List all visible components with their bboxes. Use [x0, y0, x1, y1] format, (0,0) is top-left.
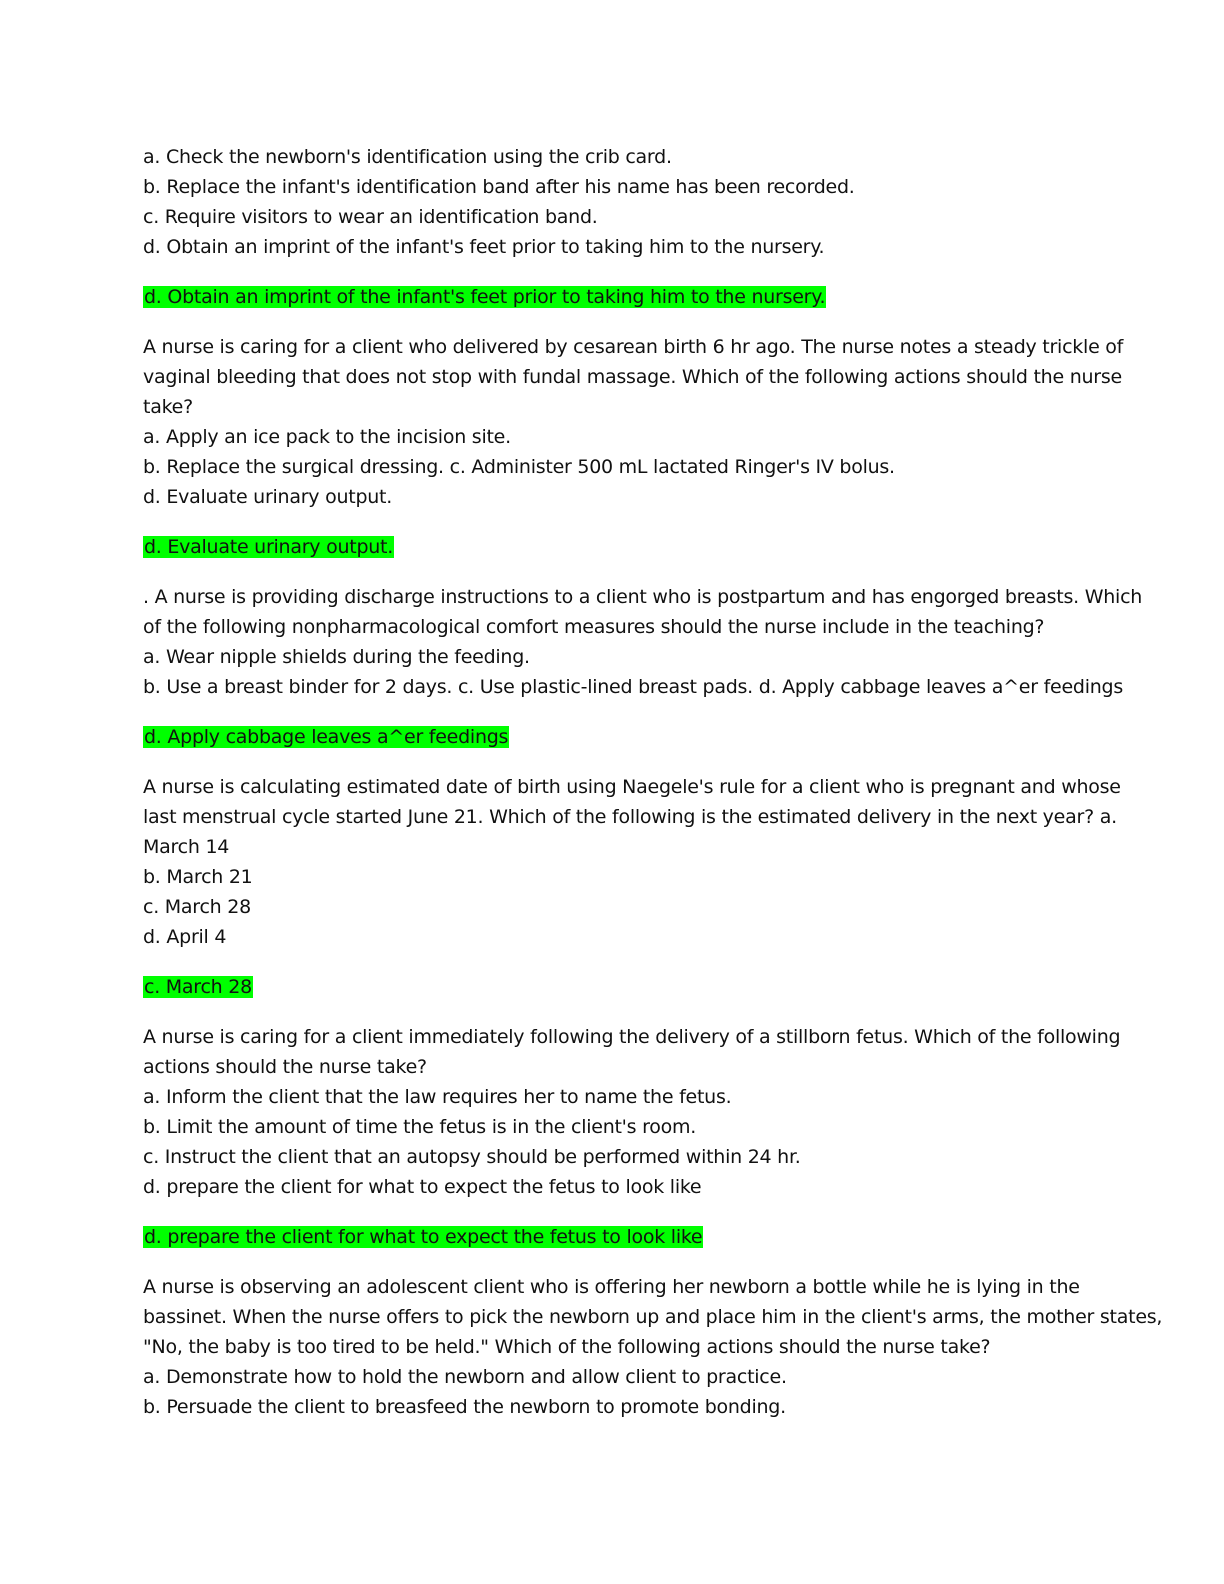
- option-line: d. April 4: [143, 926, 227, 948]
- option-line: a. Demonstrate how to hold the newborn and allow client to practice.: [143, 1366, 787, 1388]
- question-line: A nurse is observing an adolescent client who is offering her newborn a bottle while he is lying in the: [143, 1276, 1080, 1298]
- option-line: c. Require visitors to wear an identification band.: [143, 206, 598, 228]
- option-line: b. Replace the surgical dressing. c. Administer 500 mL lactated Ringer's IV bolus.: [143, 456, 895, 478]
- answer-line: [143, 282, 1083, 312]
- question-line: . A nurse is providing discharge instructions to a client who is postpartum and has engorged breasts. Which: [143, 586, 1143, 608]
- answer-line: [143, 722, 1083, 752]
- option-line: b. March 21: [143, 866, 253, 888]
- answer-highlight: c. March 28: [144, 976, 252, 998]
- option-line: d. Evaluate urinary output.: [143, 486, 393, 508]
- option-line: c. March 28: [143, 896, 251, 918]
- question-line: take?: [143, 396, 193, 418]
- option-line: b. Persuade the client to breasfeed the newborn to promote bonding.: [143, 1396, 786, 1418]
- option-line: c. Instruct the client that an autopsy should be performed within 24 hr.: [143, 1146, 801, 1168]
- question-line: March 14: [143, 836, 230, 858]
- option-line: b. Replace the infant's identification band after his name has been recorded.: [143, 176, 855, 198]
- option-line: b. Limit the amount of time the fetus is in the client's room.: [143, 1116, 697, 1138]
- question-line: actions should the nurse take?: [143, 1056, 427, 1078]
- question-line: A nurse is caring for a client who delivered by cesarean birth 6 hr ago. The nurse notes a steady trickle of: [143, 336, 1124, 358]
- answer-highlight: d. prepare the client for what to expect the fetus to look like: [144, 1226, 703, 1248]
- option-line: a. Apply an ice pack to the incision site.: [143, 426, 511, 448]
- question-line: "No, the baby is too tired to be held." Which of the following actions should the nurse take?: [143, 1336, 991, 1358]
- answer-highlight: d. Evaluate urinary output.: [144, 536, 394, 558]
- answer-line: [143, 1222, 1083, 1252]
- answer-line: [143, 972, 1083, 1002]
- option-line: b. Use a breast binder for 2 days. c. Use plastic-lined breast pads. d. Apply cabbage leaves a^er feedings: [143, 676, 1123, 698]
- option-line: a. Inform the client that the law requires her to name the fetus.: [143, 1086, 732, 1108]
- question-line: A nurse is calculating estimated date of birth using Naegele's rule for a client who is pregnant and whose: [143, 776, 1121, 798]
- question-line: bassinet. When the nurse offers to pick the newborn up and place him in the client's arms, the mother states,: [143, 1306, 1163, 1328]
- option-line: a. Check the newborn's identification using the crib card.: [143, 146, 672, 168]
- answer-highlight: d. Obtain an imprint of the infant's feet prior to taking him to the nursery.: [144, 286, 826, 308]
- question-line: vaginal bleeding that does not stop with fundal massage. Which of the following actions should the nurse: [143, 366, 1122, 388]
- option-line: d. Obtain an imprint of the infant's feet prior to taking him to the nursery.: [143, 236, 825, 258]
- question-line: of the following nonpharmacological comfort measures should the nurse include in the teaching?: [143, 616, 1045, 638]
- question-line: last menstrual cycle started June 21. Which of the following is the estimated delivery in the next year? a.: [143, 806, 1117, 828]
- question-line: A nurse is caring for a client immediately following the delivery of a stillborn fetus. Which of the following: [143, 1026, 1121, 1048]
- answer-highlight: d. Apply cabbage leaves a^er feedings: [144, 726, 509, 748]
- answer-line: [143, 532, 1083, 562]
- option-line: d. prepare the client for what to expect the fetus to look like: [143, 1176, 702, 1198]
- option-line: a. Wear nipple shields during the feeding.: [143, 646, 530, 668]
- document-content: [143, 142, 1163, 1422]
